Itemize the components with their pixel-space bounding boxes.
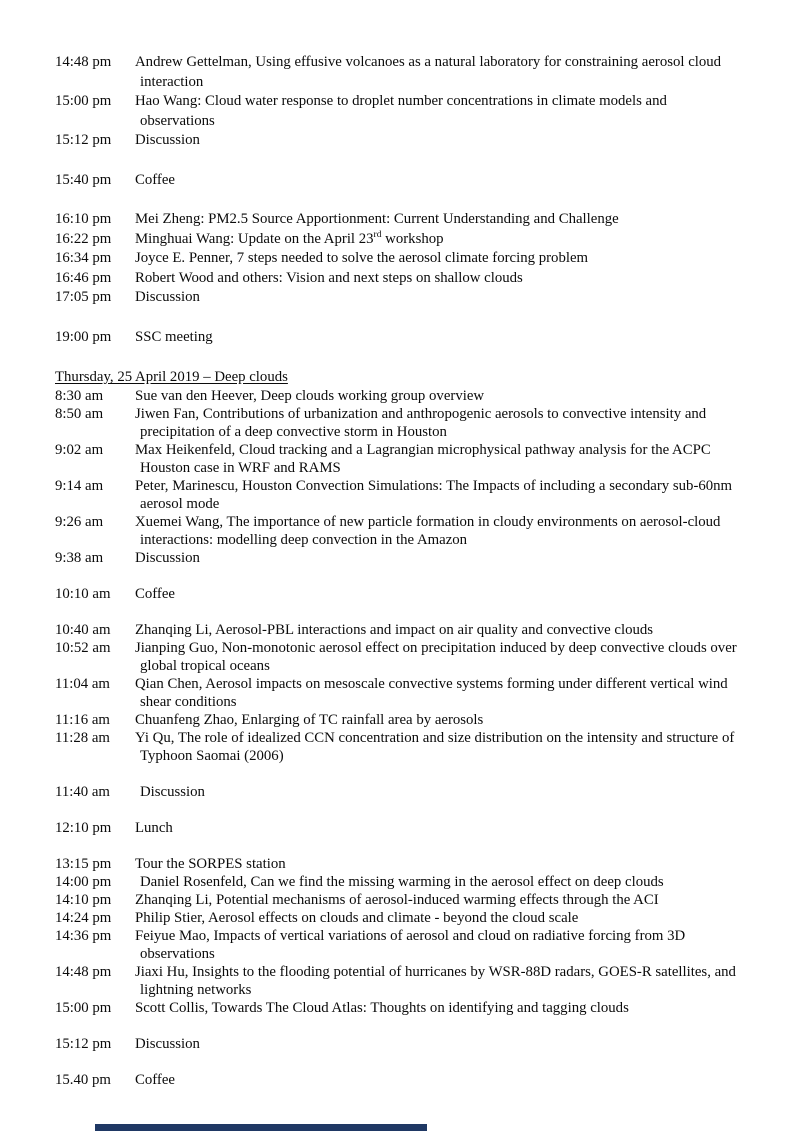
time-cell: 11:40 am [55, 784, 110, 800]
description-line: Minghuai Wang: Update on the April 23rd workshop [135, 229, 444, 247]
description-line: Discussion [140, 784, 205, 800]
time-cell: 9:14 am [55, 478, 104, 494]
description-line: Andrew Gettelman, Using effusive volcanoes as a natural laboratory for constraining aerosol cloud [135, 54, 722, 70]
time-cell: 16:34 pm [55, 250, 112, 266]
session-description [135, 328, 755, 348]
schedule-row [55, 477, 755, 513]
description-continuation-line: Typhoon Saomai (2006) [140, 748, 284, 764]
description-line: Feiyue Mao, Impacts of vertical variations of aerosol and cloud on radiative forcing from 3D [135, 928, 686, 944]
blank-line [55, 347, 755, 367]
schedule-row [55, 387, 755, 405]
schedule-row [55, 819, 755, 837]
session-description [135, 405, 755, 441]
description-continuation-line: observations [140, 946, 215, 962]
description-line: Jiwen Fan, Contributions of urbanization and anthropogenic aerosols to convective intensity and [135, 406, 707, 422]
blank-line [55, 151, 755, 171]
session-description [135, 675, 755, 711]
time-cell: 15:40 pm [55, 171, 112, 188]
schedule-row [55, 711, 755, 729]
description-line: Mei Zheng: PM2.5 Source Apportionment: Current Understanding and Challenge [135, 211, 619, 227]
description-line: Sue van den Heever, Deep clouds working group overview [135, 388, 485, 404]
schedule-row [55, 249, 755, 269]
description-line: Tour the SORPES station [135, 856, 286, 872]
description-line: Hao Wang: Cloud water response to droplet number concentrations in climate models and [135, 93, 667, 109]
schedule-row [55, 328, 755, 348]
time-cell: 14:24 pm [55, 910, 112, 926]
schedule-row [55, 171, 755, 191]
description-line: Yi Qu, The role of idealized CCN concentration and size distribution on the intensity and structure of [135, 730, 735, 746]
description-continuation-line: aerosol mode [140, 496, 220, 512]
time-cell: 9:26 am [55, 514, 104, 530]
session-description [135, 927, 755, 963]
time-cell: 10:52 am [55, 640, 111, 656]
session-description [135, 819, 755, 837]
description-continuation-line: lightning networks [140, 982, 252, 998]
time-cell: 14:00 pm [55, 874, 112, 890]
time-cell: 8:30 am [55, 388, 104, 404]
session-description [135, 53, 755, 92]
description-line: Peter, Marinescu, Houston Convection Simulations: The Impacts of including a secondary sub-60nm [135, 478, 733, 494]
time-cell: 16:46 pm [55, 269, 112, 286]
description-line: Max Heikenfeld, Cloud tracking and a Lagrangian microphysical pathway analysis for the ACPC [135, 442, 711, 458]
session-description [135, 477, 755, 513]
session-description [135, 909, 755, 927]
description-line: Zhanqing Li, Potential mechanisms of aerosol-induced warming effects through the ACI [135, 892, 659, 908]
time-cell: 9:02 am [55, 442, 104, 458]
description-line: Joyce E. Penner, 7 steps needed to solve the aerosol climate forcing problem [135, 250, 589, 266]
bottom-partial-highlight-bar [95, 1124, 427, 1131]
blank-line [55, 603, 755, 621]
session-description [135, 891, 755, 909]
blank-line [55, 837, 755, 855]
session-description [135, 873, 755, 891]
session-description [135, 171, 755, 191]
time-cell: 17:05 pm [55, 289, 112, 305]
session-description [135, 1071, 755, 1089]
description-line: Lunch [135, 820, 173, 836]
session-description [135, 230, 755, 250]
session-description [135, 549, 755, 567]
description-line: Coffee [135, 586, 175, 602]
schedule-row [55, 405, 755, 441]
schedule-row [55, 729, 755, 765]
session-description [135, 1035, 755, 1053]
time-cell: 15:12 pm [55, 1036, 112, 1052]
session-description [135, 387, 755, 405]
day-section [55, 53, 755, 367]
description-line: Coffee [135, 1072, 175, 1088]
schedule-row [55, 269, 755, 289]
session-description [135, 729, 755, 765]
session-description [135, 585, 755, 603]
time-cell: 11:28 am [55, 730, 110, 746]
time-cell: 11:04 am [55, 676, 110, 692]
schedule-row [55, 999, 755, 1017]
description-continuation-line: observations [140, 112, 215, 129]
schedule-row [55, 92, 755, 131]
schedule-row [55, 1035, 755, 1053]
time-cell: 9:38 am [55, 550, 104, 566]
schedule-row [55, 891, 755, 909]
session-description [135, 855, 755, 873]
description-line: Zhanqing Li, Aerosol-PBL interactions and impact on air quality and convective clouds [135, 622, 654, 638]
time-cell: 11:16 am [55, 712, 110, 728]
time-cell: 14:36 pm [55, 928, 112, 944]
blank-line [55, 1053, 755, 1071]
schedule-row [55, 585, 755, 603]
blank-line [55, 190, 755, 210]
description-line: Scott Collis, Towards The Cloud Atlas: Thoughts on identifying and tagging clouds [135, 1000, 629, 1016]
blank-line [55, 765, 755, 783]
time-cell: 16:10 pm [55, 211, 112, 227]
blank-line [55, 308, 755, 328]
schedule-row [55, 441, 755, 477]
schedule-row [55, 639, 755, 675]
time-cell: 10:10 am [55, 586, 111, 602]
description-continuation-line: shear conditions [140, 694, 237, 710]
time-cell: 19:00 pm [55, 328, 112, 345]
blank-line [55, 567, 755, 585]
time-cell: 10:40 am [55, 622, 111, 638]
time-cell: 14:10 pm [55, 892, 112, 908]
time-cell: 15:12 pm [55, 132, 112, 148]
schedule-row [55, 288, 755, 308]
description-line: Discussion [135, 550, 200, 566]
description-line: Philip Stier, Aerosol effects on clouds and climate - beyond the cloud scale [135, 910, 579, 926]
description-line: Jianping Guo, Non-monotonic aerosol effect on precipitation induced by deep convective clouds over [135, 640, 737, 656]
description-line: Xuemei Wang, The importance of new particle formation in cloudy environments on aerosol-cloud [135, 514, 721, 530]
session-description [135, 249, 755, 269]
schedule-row [55, 855, 755, 873]
session-description [135, 210, 755, 230]
description-line: Qian Chen, Aerosol impacts on mesoscale convective systems forming under different vertical wind [135, 676, 728, 692]
description-line: SSC meeting [135, 328, 213, 345]
blank-line [55, 801, 755, 819]
schedule-row [55, 909, 755, 927]
session-description [135, 999, 755, 1017]
time-cell: 12:10 pm [55, 820, 112, 836]
time-cell: 15:00 pm [55, 1000, 112, 1016]
schedule-row [55, 210, 755, 230]
description-continuation-line: Houston case in WRF and RAMS [140, 460, 341, 476]
description-line: Jiaxi Hu, Insights to the flooding potential of hurricanes by WSR-88D radars, GOES-R satellites, and [135, 964, 736, 980]
session-description [135, 783, 755, 801]
session-description [135, 441, 755, 477]
description-line: Coffee [135, 171, 175, 188]
description-continuation-line: interaction [140, 73, 204, 90]
schedule-row [55, 963, 755, 999]
session-description [135, 621, 755, 639]
ordinal-superscript: rd [373, 229, 382, 240]
time-cell: 15.40 pm [55, 1072, 111, 1088]
schedule-row [55, 230, 755, 250]
session-description [135, 711, 755, 729]
time-cell: 14:48 pm [55, 54, 112, 70]
time-cell: 14:48 pm [55, 964, 112, 980]
schedule-row [55, 53, 755, 92]
day-heading: Thursday, 25 April 2019 – Deep clouds [55, 369, 288, 385]
session-description [135, 288, 755, 308]
conference-schedule [55, 53, 755, 1089]
session-description [135, 639, 755, 675]
time-cell: 13:15 pm [55, 856, 112, 872]
schedule-row [55, 1071, 755, 1089]
description-line: Discussion [135, 289, 200, 305]
description-continuation-line: precipitation of a deep convective storm in Houston [140, 424, 447, 440]
description-line: Discussion [135, 132, 200, 148]
schedule-row [55, 675, 755, 711]
description-continuation-line: interactions: modelling deep convection in the Amazon [140, 532, 468, 548]
description-line: Chuanfeng Zhao, Enlarging of TC rainfall area by aerosols [135, 712, 484, 728]
description-line: Robert Wood and others: Vision and next steps on shallow clouds [135, 269, 523, 286]
time-cell: 16:22 pm [55, 230, 112, 247]
session-description [135, 269, 755, 289]
session-description [135, 963, 755, 999]
session-description [135, 92, 755, 131]
schedule-row [55, 549, 755, 567]
session-description [135, 131, 755, 151]
schedule-row [55, 783, 755, 801]
schedule-row [55, 131, 755, 151]
schedule-row [55, 927, 755, 963]
description-continuation-line: global tropical oceans [140, 658, 270, 674]
blank-line [55, 1017, 755, 1035]
time-cell: 15:00 pm [55, 93, 112, 109]
time-cell: 8:50 am [55, 406, 104, 422]
day-section [55, 367, 755, 1089]
description-line: Discussion [135, 1036, 200, 1052]
schedule-row [55, 621, 755, 639]
session-description [135, 513, 755, 549]
description-line: Daniel Rosenfeld, Can we find the missing warming in the aerosol effect on deep clouds [140, 874, 664, 890]
schedule-row [55, 873, 755, 891]
schedule-row [55, 513, 755, 549]
